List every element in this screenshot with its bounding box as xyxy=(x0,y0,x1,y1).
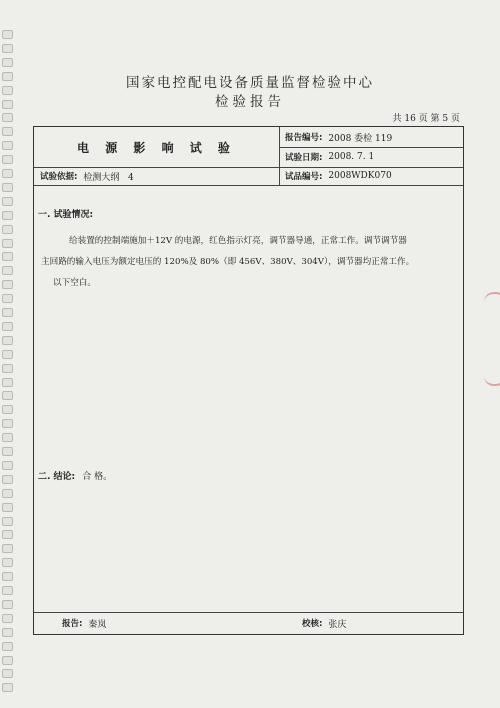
document-type: 检验报告 xyxy=(215,94,285,110)
checker-value: 张庆 xyxy=(328,619,347,630)
situation-text xyxy=(41,231,453,294)
binding-ring xyxy=(2,405,13,414)
binding-ring xyxy=(2,656,13,665)
test-name: 电 源 影 响 试 验 xyxy=(77,140,236,155)
binding-ring xyxy=(2,350,13,359)
binding-ring xyxy=(2,155,13,164)
binding-ring xyxy=(2,600,13,609)
binding-ring xyxy=(2,58,13,67)
red-stamp-edge xyxy=(484,292,500,386)
binding-ring xyxy=(2,183,13,192)
binding-ring xyxy=(2,586,13,595)
binding-ring xyxy=(2,378,13,387)
binding-ring xyxy=(2,489,13,498)
report-number-value: 2008 委检 119 xyxy=(328,133,393,144)
binding-ring xyxy=(2,517,13,526)
reporter-value: 秦岚 xyxy=(88,619,107,630)
report-table xyxy=(33,126,464,635)
situation-line-1: 给装置的控制端施加＋12V 的电源，红色指示灯亮，调节器导通，正常工作。调节调节器 xyxy=(69,236,407,246)
binding-ring xyxy=(2,683,13,692)
test-date-label: 试验日期: xyxy=(285,153,323,163)
binding-ring xyxy=(2,558,13,567)
test-basis-value: 检测大纲 4 xyxy=(83,172,134,183)
binding-ring xyxy=(2,447,13,456)
binding-ring xyxy=(2,266,13,275)
conclusion-label: 二. 结论: xyxy=(38,472,76,482)
binding-ring xyxy=(2,113,13,122)
test-basis-label: 试验依据: xyxy=(40,172,78,182)
binding-ring xyxy=(2,614,13,623)
binding-ring xyxy=(2,364,13,373)
binding-ring xyxy=(2,336,13,345)
report-number xyxy=(285,127,392,147)
organization-title: 国家电控配电设备质量监督检验中心 xyxy=(126,75,374,91)
binding-ring xyxy=(2,294,13,303)
checker-label: 校核: xyxy=(302,619,323,629)
conclusion xyxy=(38,469,112,482)
binding-ring xyxy=(2,322,13,331)
binding-ring xyxy=(2,44,13,53)
binding-ring xyxy=(2,280,13,289)
sample-number-label: 试品编号: xyxy=(285,172,323,182)
binding-ring xyxy=(2,433,13,442)
checker xyxy=(302,612,346,634)
binding-ring xyxy=(2,475,13,484)
conclusion-value: 合 格。 xyxy=(82,472,113,482)
binding-ring xyxy=(2,30,13,39)
page-number: 共 16 页 第 5 页 xyxy=(392,114,460,124)
binding-ring xyxy=(2,197,13,206)
binding-ring xyxy=(2,419,13,428)
binding-ring xyxy=(2,127,13,136)
binding-ring xyxy=(2,239,13,248)
reporter xyxy=(62,612,106,634)
binding-ring xyxy=(2,225,13,234)
binding-ring xyxy=(2,211,13,220)
binding-ring xyxy=(2,141,13,150)
binding-ring xyxy=(2,461,13,470)
binding-ring xyxy=(2,544,13,553)
situation-heading: 一. 试验情况: xyxy=(38,210,94,220)
binding-ring xyxy=(2,391,13,400)
sample-number xyxy=(285,167,392,185)
spiral-binding xyxy=(2,30,14,700)
binding-ring xyxy=(2,572,13,581)
test-date-value: 2008. 7. 1 xyxy=(328,152,375,162)
binding-ring xyxy=(2,642,13,651)
binding-ring xyxy=(2,530,13,539)
binding-ring xyxy=(2,669,13,678)
binding-ring xyxy=(2,308,13,317)
binding-ring xyxy=(2,628,13,637)
situation-line-3: 以下空白。 xyxy=(53,278,96,288)
sample-number-value: 2008WDK070 xyxy=(328,171,392,181)
binding-ring xyxy=(2,503,13,512)
test-date xyxy=(285,147,374,167)
binding-ring xyxy=(2,169,13,178)
signature-row xyxy=(34,612,463,634)
situation-line-2: 主回路的输入电压为额定电压的 120%及 80%（即 456V、380V、304V），调节器均正常工作。 xyxy=(41,257,415,267)
test-basis xyxy=(40,167,134,185)
report-number-label: 报告编号: xyxy=(285,133,323,143)
binding-ring xyxy=(2,252,13,261)
reporter-label: 报告: xyxy=(62,619,83,629)
